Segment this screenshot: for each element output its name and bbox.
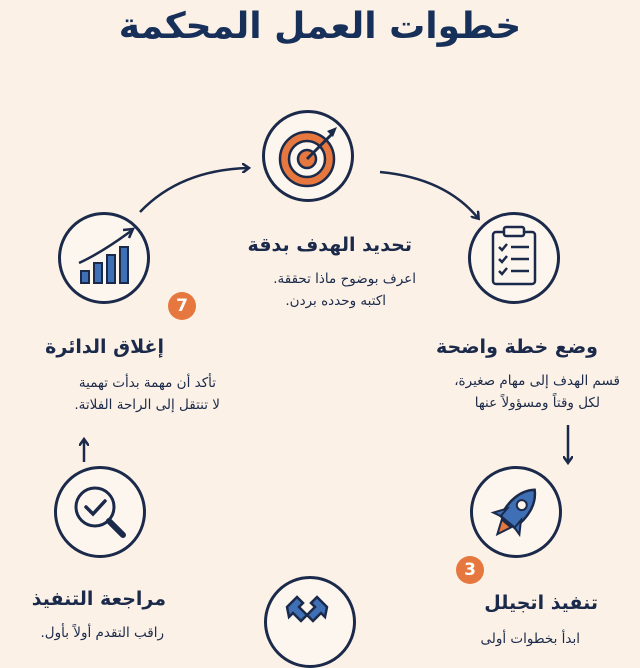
plan-step-label: وضع خطة واضحة: [435, 336, 598, 358]
execute-step-label: تنفيذ اتجيلل: [484, 592, 598, 614]
step-badge-7: 7: [168, 292, 196, 320]
plan-step-desc-line1: قسم الهدف إلى مهام صغيرة،: [454, 373, 620, 389]
wrench-icon: [267, 579, 353, 665]
tools-step-circle: [264, 576, 356, 668]
target-icon: [265, 113, 351, 199]
close-step-label: إغلاق الدائرة: [45, 336, 164, 358]
review-step-desc-line1: راقب التقدم أولاً بأول.: [40, 625, 164, 641]
goal-step-desc-line2: اكتبه وحدده بردن.: [285, 293, 386, 309]
page-title: خطوات العمل المحكمة: [118, 6, 522, 47]
arrow-close-to-goal: [140, 168, 248, 212]
close-step-desc-line1: تأكد أن مهمة بدأت تهمية: [78, 375, 216, 391]
magnifier-check-icon: [57, 469, 143, 555]
goal-step-label: تحديد الهدف بدقة: [247, 234, 412, 256]
review-step-circle: [54, 466, 146, 558]
clipboard-checklist-icon: [471, 215, 557, 301]
growth-chart-icon: [61, 215, 147, 301]
goal-step-circle: [262, 110, 354, 202]
arrow-goal-to-plan: [380, 172, 478, 218]
review-step-label: مراجعة التنفيذ: [31, 588, 166, 610]
close-step-circle: [58, 212, 150, 304]
plan-step-desc-line2: لكل وقتاً ومسؤولاً عنها: [474, 395, 600, 411]
execute-step-circle: [470, 466, 562, 558]
execute-step-desc-line1: ابدأ بخطوات أولى: [480, 631, 580, 647]
close-step-desc-line2: لا تنتقل إلى الراحة الفلاتة.: [74, 397, 220, 413]
step-badge-3: 3: [456, 556, 484, 584]
goal-step-desc-line1: اعرف بوضوح ماذا تحققة.: [273, 271, 416, 287]
rocket-icon: [473, 469, 559, 555]
plan-step-circle: [468, 212, 560, 304]
